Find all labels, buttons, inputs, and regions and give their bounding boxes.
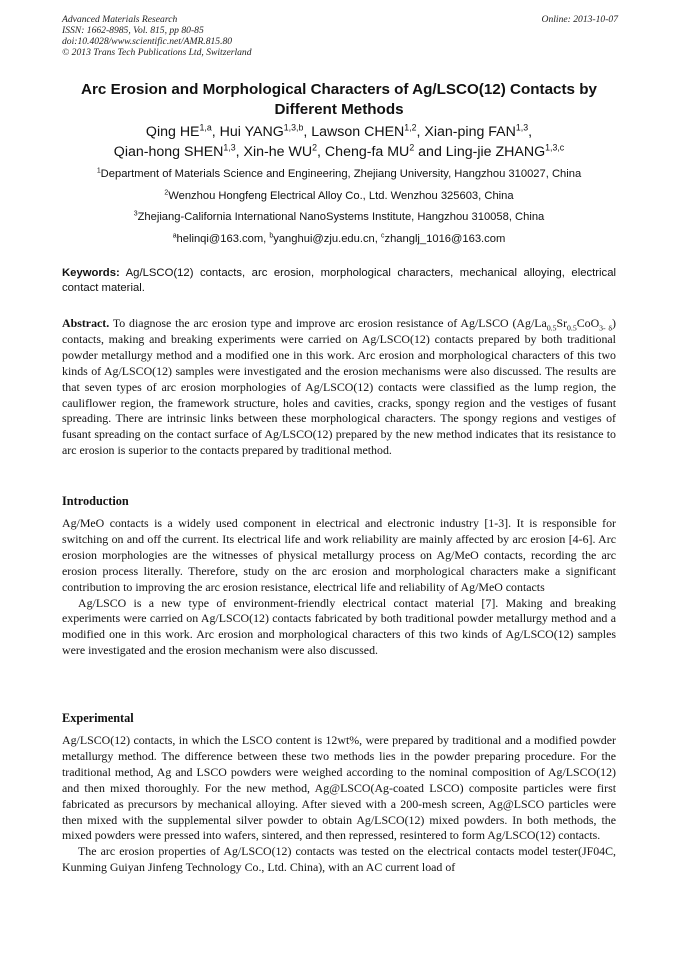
author-list — [54, 122, 624, 162]
doi-line: doi:10.4028/www.scientific.net/AMR.815.80 — [62, 36, 233, 47]
author-line-1 — [54, 122, 624, 142]
affiliation-text: Wenzhou Hongfeng Electrical Alloy Co., Ltd. Wenzhou 325603, China — [168, 190, 514, 202]
paragraph: Ag/MeO contacts is a widely used component in electrical and electronic industry [1-3]. It is responsible for switching on and off the current. Its electrical life and work reliability are mainly affected by arc erosion [4-6]. Arc erosion morphologies are the witnesses of physical metallurgy process on Ag/MeO contacts, recording the arc erosion process literally. Therefore, study on the arc erosion and morphological characters make a significant contribution to improving the arc erosion resistance, electrical life and reliability of Ag/MeO contacts — [62, 516, 616, 594]
affiliation-3 — [54, 210, 624, 224]
author-separator: , — [528, 124, 533, 140]
author-line-2 — [54, 142, 624, 162]
author-name: , Cheng-fa MU — [317, 144, 410, 160]
subscript: 0.5 — [546, 323, 557, 333]
experimental-body — [62, 733, 616, 876]
email-line — [54, 232, 624, 246]
author-affil-mark: 1,3,c — [545, 142, 565, 153]
online-date: Online: 2013-10-07 — [541, 14, 618, 25]
affiliation-text: Department of Materials Science and Engineering, Zhejiang University, Hangzhou 310027, China — [100, 168, 582, 180]
author-affil-mark: 1,3 — [223, 142, 236, 153]
keywords-label: Keywords: — [62, 267, 120, 279]
author-name: , Xian-ping FAN — [416, 124, 516, 140]
author-affil-mark: 1,2 — [404, 122, 417, 133]
section-heading-introduction: Introduction — [62, 494, 129, 508]
author-name: Qing HE — [145, 124, 200, 140]
author-affil-mark: 1,3 — [515, 122, 529, 133]
email-address: zhanglj_1016@163.com — [384, 233, 506, 245]
formula-part: Sr — [556, 316, 568, 330]
affiliation-number: 2 — [164, 189, 169, 197]
email-mark: a — [172, 232, 177, 240]
abstract-text: To diagnose the arc erosion type and improve arc erosion resistance of Ag/LSCO (Ag/La — [109, 316, 547, 330]
author-name: , Hui YANG — [211, 124, 284, 140]
introduction-body — [62, 516, 616, 659]
author-affil-mark: 2 — [409, 142, 415, 153]
abstract-label: Abstract. — [62, 316, 110, 330]
abstract — [62, 316, 616, 459]
affiliation-text: Zhejiang-California International NanoSystems Institute, Hangzhou 310058, China — [137, 211, 545, 223]
affiliation-number: 1 — [96, 167, 101, 175]
author-affil-mark: 1,a — [199, 122, 212, 133]
copyright-line: © 2013 Trans Tech Publications Ltd, Switzerland — [62, 47, 252, 58]
email-mark: b — [269, 232, 274, 240]
email-address: yanghui@zju.edu.cn, — [273, 233, 381, 245]
subscript: 3- δ — [599, 323, 613, 333]
author-name: , Lawson CHEN — [303, 124, 405, 140]
email-mark: c — [381, 232, 385, 240]
affiliation-1 — [54, 167, 624, 181]
author-affil-mark: 2 — [312, 142, 318, 153]
journal-name: Advanced Materials Research — [62, 14, 178, 25]
abstract-text: ) contacts, making and breaking experiments were carried on Ag/LSCO(12) contacts prepared by both traditional powder metallurgy method and a modified one in this work. Arc erosion and morphological characters of this two kinds of Ag/LSCO(12) samples were investigated and the erosion mechanisms were also discussed. The results are that seven types of arc erosion morphologies of Ag/LSCO(12) contacts were classified as the lump region, the cauliflower region, the framework structure, holes and cavities, cracks, spongy region and the vestiges of fusant spreading. There are intrinsic links between these morphological characters. The spongy regions and vestiges of fusant spreading on the contact surface of Ag/LSCO(12) prepared by the new method indicates that its resistance to arc erosion is superior to the contacts prepared by traditional method. — [62, 316, 616, 458]
email-address: helinqi@163.com, — [176, 233, 270, 245]
title-line-2: Different Methods — [274, 101, 404, 118]
title-line-1: Arc Erosion and Morphological Characters of Ag/LSCO(12) Contacts by — [81, 81, 597, 98]
author-affil-mark: 1,3,b — [283, 122, 304, 133]
keywords-text: Ag/LSCO(12) contacts, arc erosion, morphological characters, mechanical alloying, electrical contact material. — [62, 267, 616, 294]
subscript: 0.5 — [567, 323, 577, 333]
author-name: and Ling-jie ZHANG — [414, 144, 546, 160]
running-header — [62, 14, 618, 58]
author-name: Qian-hong SHEN — [113, 144, 224, 160]
author-name: , Xin-he WU — [235, 144, 313, 160]
keywords — [62, 266, 616, 296]
paragraph: Ag/LSCO is a new type of environment-friendly electrical contact material [7]. Making and breaking experiments were carried on Ag/LSCO(12) contacts fabricated by both traditional powder metallurgy method and a modified one in this work. Arc erosion and morphological characters of this two kinds of Ag/LSCO(12) samples were investigated and the erosion mechanism were also discussed. — [62, 595, 616, 658]
affiliation-number: 3 — [133, 210, 138, 218]
formula-part: CoO — [576, 316, 600, 330]
affiliation-2 — [54, 189, 624, 203]
issn-line: ISSN: 1662-8985, Vol. 815, pp 80-85 — [62, 25, 204, 36]
paragraph: The arc erosion properties of Ag/LSCO(12) contacts was tested on the electrical contacts model tester(JF04C, Kunming Guiyan Jinfeng Technology Co., Ltd. China), with an AC current load of — [62, 844, 616, 875]
paper-title — [54, 80, 624, 120]
section-heading-experimental: Experimental — [62, 711, 134, 725]
paragraph: Ag/LSCO(12) contacts, in which the LSCO content is 12wt%, were prepared by traditional and a modified powder metallurgy method. The difference between these two methods lies in the powder preparing procedure. For the traditional method, Ag and LSCO powders were weighed according to the nominal composition of Ag/LSCO(12) and then mixed thoroughly. For the new method, Ag@LSCO(Ag-coated LSCO) composite particles were first fabricated as precursors by mechanical alloying. After sieved with a 200-mesh screen, Ag@LSCO particles were then mixed with the supplemental silver powder to obtain Ag/LSCO(12) mixed powders. In both methods, the mixed powders were pressed into wafers, sintered, and then repressed, resintered to form Ag/LSCO(12) contacts. — [62, 733, 616, 843]
